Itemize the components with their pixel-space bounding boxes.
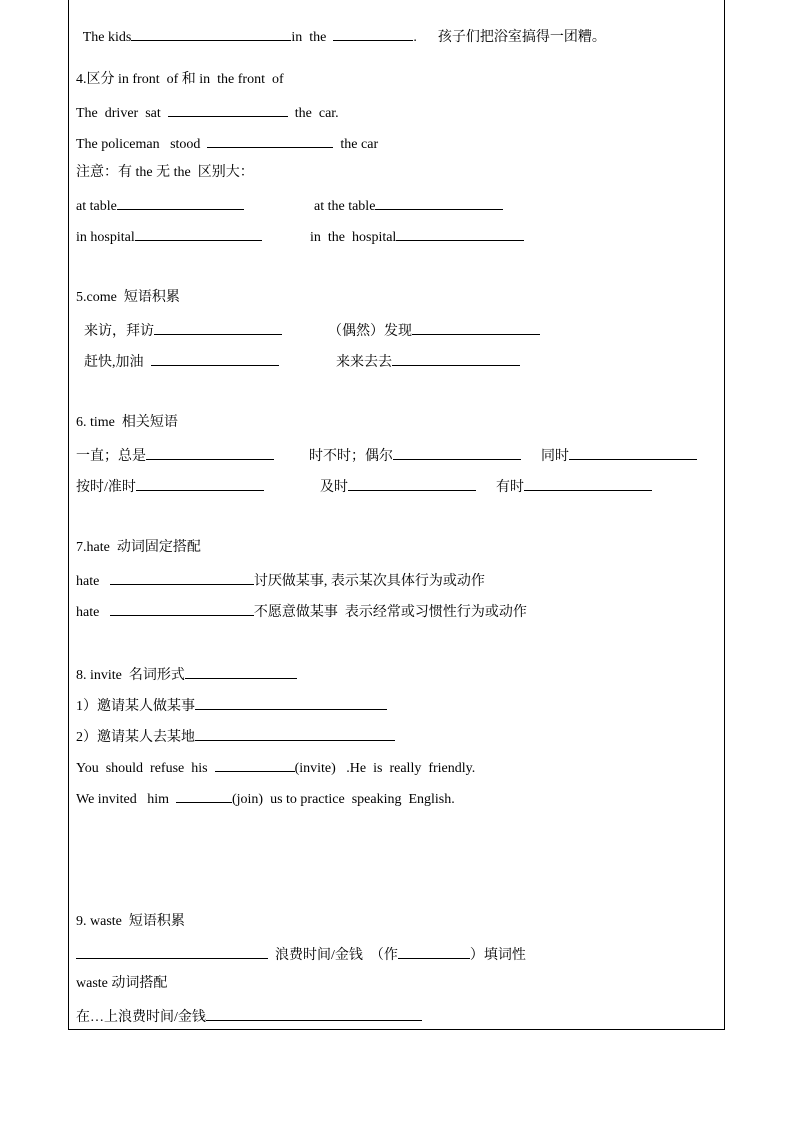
blank[interactable]: [151, 351, 279, 366]
blank[interactable]: [207, 133, 333, 148]
s6-d: 按时/准时: [76, 476, 264, 497]
s9-l2: waste 动词搭配: [76, 976, 168, 991]
blank[interactable]: [392, 351, 520, 366]
blank[interactable]: [110, 601, 254, 616]
blank[interactable]: [117, 195, 244, 210]
blank[interactable]: [393, 445, 521, 460]
s5-d: 来来去去: [336, 351, 520, 372]
blank[interactable]: [398, 944, 470, 959]
blank[interactable]: [412, 320, 540, 335]
blank[interactable]: [131, 26, 291, 41]
line-kids: The kids in the . 孩子们把浴室搞得一团糟。: [76, 8, 606, 47]
blank[interactable]: [146, 445, 274, 460]
blank[interactable]: [136, 476, 264, 491]
s4-line2: The policeman stood the car: [76, 133, 378, 154]
s5-c: 赶快,加油: [84, 351, 279, 372]
s5-b: （偶然）发现: [328, 320, 540, 341]
s4-line1: The driver sat the car.: [76, 102, 339, 123]
s4-line4a: in hospital: [76, 226, 262, 247]
blank[interactable]: [168, 102, 288, 117]
s6-a: 一直；总是: [76, 445, 274, 466]
s4-line3a: at table: [76, 195, 244, 216]
section-5-title: 5.come 短语积累: [76, 290, 180, 305]
s7-a: hate 讨厌做某事, 表示某次具体行为或动作: [76, 570, 485, 591]
blank[interactable]: [524, 476, 652, 491]
blank[interactable]: [333, 26, 413, 41]
blank[interactable]: [154, 320, 282, 335]
s8-l4: We invited him (join) us to practice speaking English.: [76, 788, 455, 809]
blank[interactable]: [135, 226, 262, 241]
section-4-title: 4.区分 in front of 和 in the front of: [76, 72, 284, 87]
section-8-title: 8. invite 名词形式: [76, 664, 297, 685]
blank[interactable]: [195, 695, 387, 710]
s8-l2: 2）邀请某人去某地: [76, 726, 395, 747]
section-6-title: 6. time 相关短语: [76, 415, 178, 430]
s6-e: 及时: [320, 476, 476, 497]
blank[interactable]: [110, 570, 254, 585]
s4-line4b: in the hospital: [310, 226, 524, 247]
s8-l3: You should refuse his (invite) .He is really friendly.: [76, 757, 475, 778]
s6-c: 同时: [541, 445, 697, 466]
blank[interactable]: [206, 1006, 422, 1021]
s7-b: hate 不愿意做某事 表示经常或习惯性行为或动作: [76, 601, 527, 622]
s6-b: 时不时；偶尔: [309, 445, 521, 466]
s9-l1: 浪费时间/金钱 （作 ）填词性: [76, 944, 526, 965]
blank[interactable]: [195, 726, 395, 741]
s8-l1: 1）邀请某人做某事: [76, 695, 387, 716]
blank[interactable]: [569, 445, 697, 460]
blank[interactable]: [176, 788, 232, 803]
s4-note: 注意：有 the 无 the 区别大：: [76, 165, 254, 180]
blank[interactable]: [348, 476, 476, 491]
blank[interactable]: [76, 944, 268, 959]
blank[interactable]: [185, 664, 297, 679]
s6-f: 有时: [496, 476, 652, 497]
section-9-title: 9. waste 短语积累: [76, 914, 185, 929]
s5-a: 来访，拜访: [84, 320, 282, 341]
blank[interactable]: [375, 195, 503, 210]
content-frame: [68, 0, 725, 1030]
blank[interactable]: [215, 757, 295, 772]
blank[interactable]: [396, 226, 524, 241]
s4-line3b: at the table: [314, 195, 503, 216]
section-7-title: 7.hate 动词固定搭配: [76, 540, 201, 555]
s9-l3: 在…上浪费时间/金钱: [76, 1006, 422, 1027]
